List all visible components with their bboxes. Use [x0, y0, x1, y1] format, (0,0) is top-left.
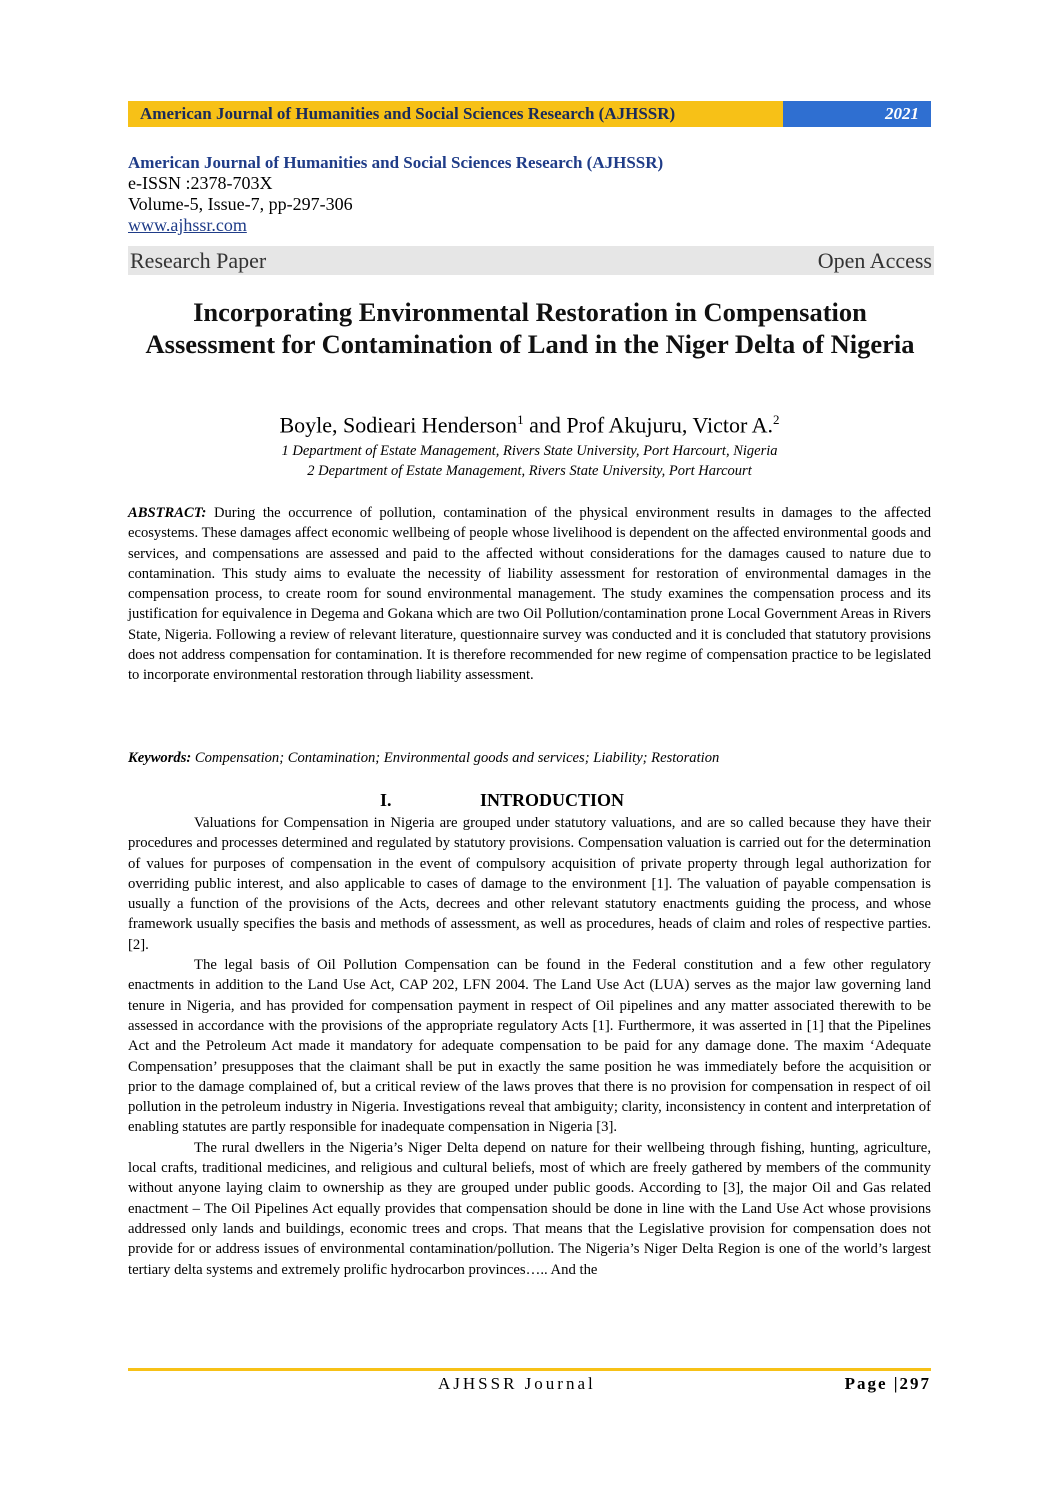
page-number: 297	[899, 1374, 931, 1393]
paper-title: Incorporating Environmental Restoration in Compensation Assessment for Contamination of Land in the Niger Delta of Nigeria	[145, 297, 915, 359]
eissn: e-ISSN :2378-703X	[128, 173, 273, 193]
meta-journal-name: American Journal of Humanities and Social Sciences Research (AJHSSR)	[128, 153, 664, 172]
abstract-label: ABSTRACT:	[128, 505, 207, 521]
section-number: I.	[380, 790, 392, 810]
page-label: Page |	[844, 1374, 900, 1393]
running-header	[128, 101, 931, 127]
access-type: Open Access	[817, 247, 932, 273]
journal-meta	[128, 152, 931, 236]
paragraph: The legal basis of Oil Pollution Compensation can be found in the Federal constitution and a few other regulatory enactments in addition to the Land Use Act, CAP 202, LFN 2004. The Land Use Act (LUA) serves as the major law governing land tenure in Nigeria, and has provided for compensation payment in respect of Oil pipelines and any matter associated therewith to be assessed in accordance with the provisions of the appropriate regulatory Acts [1]. Furthermore, it was asserted in [1] that the Pipelines Act and the Petroleum Act made it mandatory for adequate compensation to be paid for any damage done. The maxim ‘Adequate Compensation’ presupposes that the claimant shall be put in exactly the same position he was immediately before the acquisition or prior to the damage complained of, but a critical review of the laws proves that there is no provision for compensation in respect of oil pollution in the petroleum industry in Nigeria. Investigations reveal that ambiguity; clarity, inconsistency in content and interpretation of enabling statutes are partly responsible for inadequate compensation in Nigeria [3].	[128, 957, 931, 1136]
author-line	[128, 412, 931, 438]
paper-type: Research Paper	[130, 247, 267, 273]
author-2-sup: 2	[773, 412, 780, 427]
section-title: INTRODUCTION	[480, 790, 625, 810]
header-year: 2021	[783, 101, 931, 127]
affiliation-1: 1 Department of Estate Management, Rivers State University, Port Harcourt, Nigeria	[281, 443, 778, 459]
author-1-sup: 1	[517, 412, 524, 427]
keywords-label: Keywords:	[128, 750, 192, 766]
abstract-text: During the occurrence of pollution, contamination of the physical environment results in damages to the affected ecosystems. These damages affect economic wellbeing of people whose livelihood is dependent on the affected environmental goods and services, and compensations are assessed and paid to the affected without considerations for the damages caused to nature due to contamination. This study aims to evaluate the necessity of liability assessment for restoration of environmental damages in the compensation process, to create room for sound environmental management. The study examines the compensation process and its justification for equivalence in Degema and Gokana which are two Oil Pollution/contamination prone Local Government Areas in Rivers State, Nigeria. Following a review of relevant literature, questionnaire survey was conducted and it is concluded that statutory provisions does not address compensation for contamination. It is therefore recommended for new regime of compensation practice to be legislated to incorporate environmental restoration through liability assessment.	[128, 505, 931, 684]
section-heading	[380, 790, 624, 811]
footer-page	[845, 1374, 931, 1394]
paper-type-band	[128, 246, 934, 275]
affiliation-2: 2 Department of Estate Management, Rivers State University, Port Harcourt	[307, 463, 752, 479]
abstract	[128, 503, 931, 686]
footer-rule	[128, 1368, 931, 1371]
body-text	[128, 813, 931, 1280]
footer-journal: AJHSSR Journal	[438, 1374, 596, 1393]
author-1: Boyle, Sodieari Henderson	[279, 412, 518, 438]
paragraph: The rural dwellers in the Nigeria’s Niger Delta depend on nature for their wellbeing through fishing, hunting, agriculture, local crafts, traditional medicines, and religious and cultural beliefs, most of which are freely gathered by members of the community without anyone laying claim to ownership as they are grouped under public goods. According to [3], the major Oil and Gas related enactment – The Oil Pipelines Act equally provides that compensation should be done in line with the Land Use Act whose provisions addressed only lands and buildings, economic trees and crops. That means that the Legislative provision for compensation does not provide for or address issues of environmental contamination/pollution. The Nigeria’s Niger Delta Region is one of the world’s largest tertiary delta systems and extremely prolific hydrocarbon provinces….. And the	[128, 1139, 931, 1278]
paragraph: Valuations for Compensation in Nigeria are grouped under statutory valuations, and are so called because they have their procedures and processes determined and regulated by statutory provisions. Compensation valuation is carried out for the determination of values for purposes of compensation in the event of compulsory acquisition of private property through legal authorization for overriding public interest, and also applicable to cases of damage to the environment [1]. The valuation of payable compensation is usually a function of the provisions of the Acts, decrees and other relevant statutory enactments guiding the process, and whose framework usually specifies the basis and methods of assessment, as well as procedures, heads of claim and roles of respective parties. [2].	[128, 815, 931, 953]
website-link[interactable]: www.ajhssr.com	[128, 215, 247, 235]
header-journal-name: American Journal of Humanities and Social Sciences Research (AJHSSR)	[128, 101, 783, 127]
keywords	[128, 750, 931, 767]
keywords-text: Compensation; Contamination; Environmental goods and services; Liability; Restoration	[191, 750, 720, 766]
volume-issue: Volume-5, Issue-7, pp-297-306	[128, 194, 353, 214]
author-2: and Prof Akujuru, Victor A.	[523, 412, 774, 438]
